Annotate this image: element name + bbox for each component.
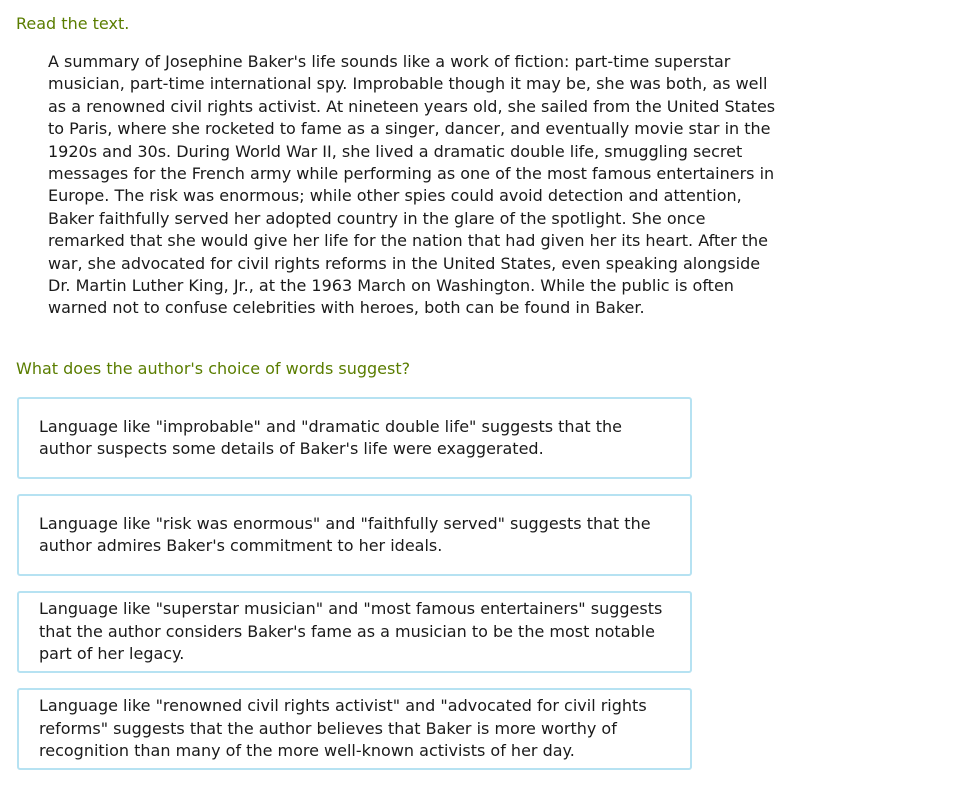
answer-choice-2[interactable]	[17, 494, 692, 576]
answer-choices	[17, 397, 692, 785]
answer-choice-label: Language like "renowned civil rights activist" and "advocated for civil rights reforms" suggests that the author believes that Baker is more worthy of recognition than many of the more well-known activists of her day.	[39, 696, 647, 761]
answer-choice-1[interactable]	[17, 397, 692, 479]
answer-choice-label: Language like "improbable" and "dramatic double life" suggests that the author suspects some details of Baker's life were exaggerated.	[39, 416, 622, 458]
question-prompt: What does the author's choice of words suggest?	[16, 359, 411, 378]
read-instruction: Read the text.	[16, 14, 130, 33]
answer-choice-label: Language like "superstar musician" and "most famous entertainers" suggests that the author considers Baker's fame as a musician to be the most notable part of her legacy.	[39, 599, 663, 664]
passage-text: A summary of Josephine Baker's life sounds like a work of fiction: part-time superstar musician, part-time international spy. Improbable though it may be, she was both, as well as a renowned civil rights activist. At nineteen years old, she sailed from the United States to Paris, where she rocketed to fame as a singer, dancer, and eventually movie star in the 1920s and 30s. During World War II, she lived a dramatic double life, smuggling secret messages for the French army while performing as one of the most famous entertainers in Europe. The risk was enormous; while other spies could avoid detection and attention, Baker faithfully served her adopted country in the glare of the spotlight. She once remarked that she would give her life for the nation that had given her its heart. After the war, she advocated for civil rights reforms in the United States, even speaking alongside Dr. Martin Luther King, Jr., at the 1963 March on Washington. While the public is often warned not to confuse celebrities with heroes, both can be found in Baker.	[48, 52, 776, 318]
answer-choice-4[interactable]	[17, 688, 692, 770]
answer-choice-label: Language like "risk was enormous" and "faithfully served" suggests that the author admires Baker's commitment to her ideals.	[39, 513, 651, 555]
answer-choice-3[interactable]	[17, 591, 692, 673]
